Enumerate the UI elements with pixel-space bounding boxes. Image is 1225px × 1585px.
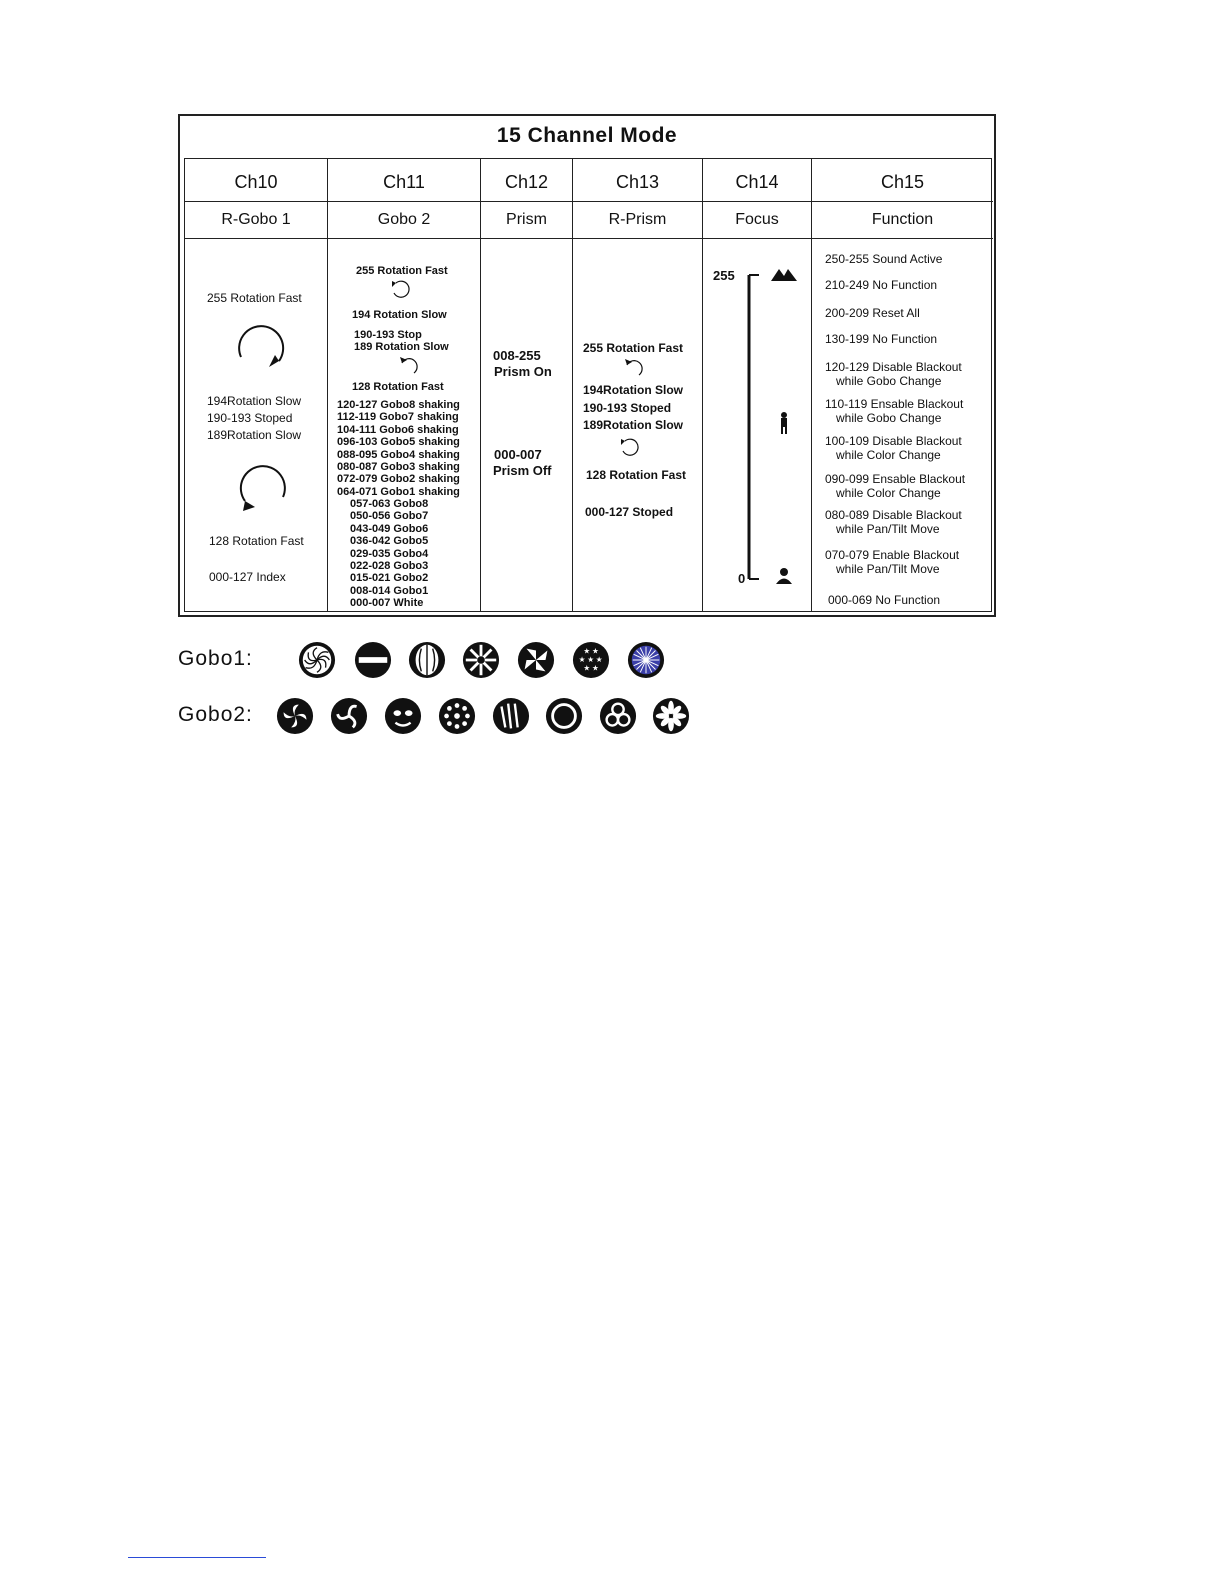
prism-on-label: Prism On — [494, 364, 552, 379]
counterclockwise-arrow-icon — [619, 437, 641, 459]
svg-text:★: ★ — [595, 654, 603, 664]
spiral-gobo-icon — [298, 641, 336, 679]
column-ch14 — [703, 159, 812, 611]
function-row-8: 080-089 Disable Blackout — [825, 508, 962, 522]
column-ch12 — [481, 159, 573, 611]
function-row-5: 110-119 Ensable Blackout — [825, 397, 964, 411]
link-underline — [128, 1557, 266, 1558]
svg-text:★: ★ — [578, 654, 586, 664]
function-row-1: 210-249 No Function — [825, 278, 938, 292]
stripes-gobo-icon — [492, 697, 530, 735]
ch10-fast-top: 255 Rotation Fast — [207, 291, 302, 305]
bar-gobo-icon — [354, 641, 392, 679]
channel-number: Ch14 — [735, 172, 779, 192]
ch11-shaking-2: 104-111 Gobo6 shaking — [337, 423, 459, 436]
svg-text:★: ★ — [583, 646, 591, 656]
ch11-gobo-0: 057-063 Gobo8 — [350, 498, 429, 510]
channel-number: Ch11 — [383, 172, 425, 192]
clockwise-arrow-icon — [235, 461, 291, 513]
svg-text:★: ★ — [587, 654, 595, 664]
ch13-stoped: 000-127 Stoped — [585, 505, 674, 519]
function-row-6: 100-109 Disable Blackout — [825, 434, 962, 448]
column-ch10 — [185, 159, 328, 611]
pinwheel-gobo-icon — [517, 641, 555, 679]
clockwise-arrow-icon — [398, 355, 420, 377]
standing-person-icon — [781, 412, 787, 434]
focus-scale — [743, 263, 813, 593]
channel-number: Ch15 — [880, 172, 925, 192]
ch11-slow2: 189 Rotation Slow — [354, 341, 449, 353]
starburst-gobo-icon — [627, 641, 665, 679]
ch11-gobo-7: 008-014 Gobo1 — [350, 584, 429, 597]
ch11-shaking-5: 080-087 Gobo3 shaking — [337, 461, 460, 473]
face-gobo-icon — [384, 697, 422, 735]
ch11-gobo-5: 022-028 Gobo3 — [350, 560, 429, 572]
channel-name: Gobo 2 — [328, 201, 480, 239]
ch11-gobo-6: 015-021 Gobo2 — [350, 572, 429, 585]
ch11-gobo-1: 050-056 Gobo7 — [350, 510, 429, 523]
triskelion-gobo-icon — [330, 697, 368, 735]
function-row-2: 200-209 Reset All — [825, 306, 920, 320]
channel-name: R-Gobo 1 — [185, 201, 327, 239]
gobo1-label: Gobo1: — [178, 647, 253, 670]
ch11-gobo-2: 043-049 Gobo6 — [350, 522, 429, 535]
ch10-index: 000-127 Index — [209, 570, 286, 584]
channel-name: R-Prism — [573, 201, 702, 239]
counterclockwise-arrow-icon — [390, 279, 412, 301]
column-ch13 — [573, 159, 703, 611]
prism-off-label: Prism Off — [493, 463, 552, 478]
ch10-fast-bottom: 128 Rotation Fast — [209, 534, 304, 548]
ch11-stop: 190-193 Stop — [354, 329, 422, 341]
ch11-slow: 194 Rotation Slow — [352, 309, 447, 321]
ch11-shaking-7: 064-071 Gobo1 shaking — [337, 485, 460, 498]
ch13-fast-top: 255 Rotation Fast — [583, 341, 684, 355]
flower-gobo-icon — [652, 697, 690, 735]
ch11-shaking-4: 088-095 Gobo4 shaking — [337, 448, 460, 461]
channel-number: Ch10 — [234, 172, 278, 192]
svg-text:★: ★ — [591, 646, 599, 656]
ch11-fast-bottom: 128 Rotation Fast — [352, 381, 444, 393]
function-row-9-sub: while Pan/Tilt Move — [836, 562, 940, 576]
column-ch15 — [812, 159, 993, 611]
function-row-7-sub: while Color Change — [836, 486, 941, 500]
ch13-slow: 194Rotation Slow — [583, 383, 684, 397]
svg-text:★: ★ — [591, 663, 599, 673]
channel-table — [178, 114, 996, 617]
function-row-10: 000-069 No Function — [828, 593, 941, 607]
mosaic-gobo-icon — [438, 697, 476, 735]
prism-on-range: 008-255 — [493, 348, 541, 363]
column-ch11 — [328, 159, 481, 611]
ch10-slow: 194Rotation Slow — [207, 394, 302, 408]
swirl-gobo-icon — [276, 697, 314, 735]
function-row-8-sub: while Pan/Tilt Move — [836, 522, 940, 536]
channel-grid — [184, 158, 992, 612]
channel-number: Ch13 — [615, 172, 660, 192]
focus-max-label: 255 — [713, 268, 735, 283]
knot-gobo-icon — [599, 697, 637, 735]
function-row-7: 090-099 Ensable Blackout — [825, 472, 966, 486]
leaf-gobo-icon — [408, 641, 446, 679]
ch13-fast-bottom: 128 Rotation Fast — [586, 468, 687, 482]
ch11-gobo-4: 029-035 Gobo4 — [350, 547, 429, 560]
ch11-gobo-8: 000-007 White — [350, 597, 424, 610]
function-row-3: 130-199 No Function — [825, 332, 938, 346]
person-bust-icon — [776, 568, 792, 584]
function-row-0: 250-255 Sound Active — [825, 252, 943, 266]
ch10-stop: 190-193 Stoped — [207, 411, 293, 425]
channel-name: Prism — [481, 201, 572, 239]
function-row-9: 070-079 Enable Blackout — [825, 548, 960, 562]
stars-gobo-icon — [572, 641, 610, 679]
ch11-shaking-1: 112-119 Gobo7 shaking — [337, 411, 459, 424]
ch11-shaking-3: 096-103 Gobo5 shaking — [337, 436, 460, 449]
clockwise-arrow-icon — [623, 357, 645, 379]
ch10-slow2: 189Rotation Slow — [207, 428, 302, 442]
ch13-stop: 190-193 Stoped — [583, 401, 672, 415]
svg-text:★: ★ — [583, 663, 591, 673]
ch11-shaking-6: 072-079 Gobo2 shaking — [337, 473, 460, 486]
function-row-4: 120-129 Disable Blackout — [825, 360, 962, 374]
channel-name: Function — [812, 201, 993, 239]
prism-off-range: 000-007 — [494, 447, 542, 462]
function-row-6-sub: while Color Change — [836, 448, 941, 462]
clockwise-arrow-icon — [235, 321, 291, 373]
function-row-4-sub: while Gobo Change — [836, 374, 942, 388]
channel-name: Focus — [703, 201, 811, 239]
function-row-5-sub: while Gobo Change — [836, 411, 942, 425]
channel-number: Ch12 — [504, 172, 549, 192]
ring-gobo-icon — [545, 697, 583, 735]
ch11-shaking-0: 120-127 Gobo8 shaking — [337, 399, 460, 411]
ch11-gobo-3: 036-042 Gobo5 — [350, 535, 429, 548]
radial-spokes-gobo-icon — [462, 641, 500, 679]
ch13-slow2: 189Rotation Slow — [583, 418, 684, 432]
table-title: 15 Channel Mode — [496, 124, 678, 147]
focus-min-label: 0 — [738, 571, 746, 586]
gobo2-label: Gobo2: — [178, 703, 253, 726]
ch11-fast-top: 255 Rotation Fast — [356, 265, 448, 277]
mountains-icon — [771, 269, 797, 281]
